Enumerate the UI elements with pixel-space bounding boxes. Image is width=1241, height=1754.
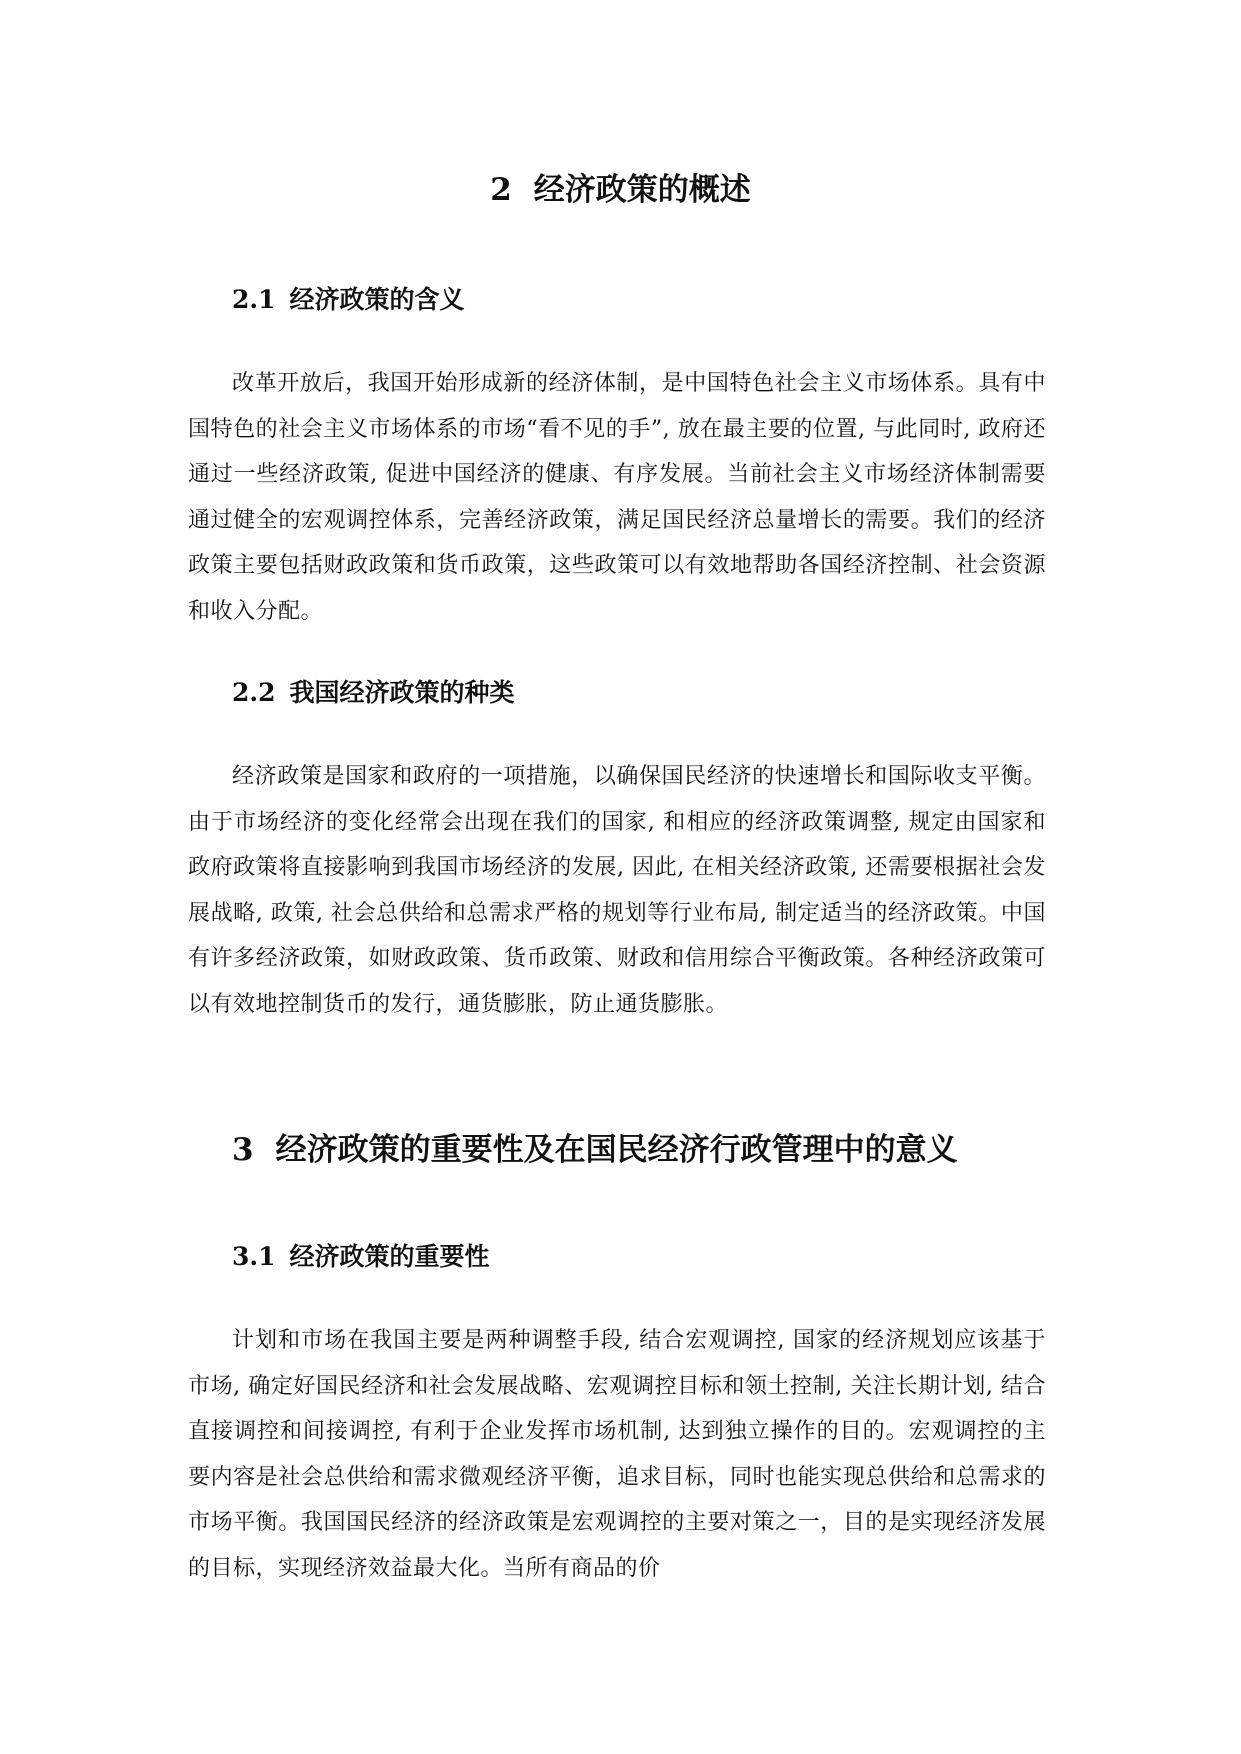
- section-3-1-paragraph: 计划和市场在我国主要是两种调整手段, 结合宏观调控, 国家的经济规划应该基于市场, 确定好国民经济和社会发展战略、宏观调控目标和领土控制, 关注长期计划, 结合直接调控和间接调控, 有利于企业发挥市场机制, 达到独立操作的目的。宏观调控的主要内容是社会总供给和需求微观经济平衡，追求目标，同时也能实现总供给和总需求的市场平衡。我国国民经济的经济政策是宏观调控的主要对策之一，目的是实现经济发展的目标，实现经济效益最大化。当所有商品的价: [188, 1328, 1046, 1581]
- chapter-2-heading: [0, 170, 1241, 210]
- section-2-2-number: 2.2: [232, 678, 276, 707]
- section-3-1-heading: [232, 1240, 490, 1274]
- section-3-1-number: 3.1: [232, 1242, 276, 1271]
- section-2-1-number: 2.1: [232, 285, 276, 314]
- section-2-1-heading: [232, 283, 465, 317]
- chapter-3-title: 经济政策的重要性及在国民经济行政管理中的意义: [275, 1132, 958, 1168]
- section-3-1-title: 经济政策的重要性: [289, 1242, 490, 1271]
- section-2-1-paragraph: 改革开放后，我国开始形成新的经济体制，是中国特色社会主义市场体系。具有中国特色的社会主义市场体系的市场“看不见的手”, 放在最主要的位置, 与此同时, 政府还通过一些经济政策, 促进中国经济的健康、有序发展。当前社会主义市场经济体制需要通过健全的宏观调控体系，完善经济政策，满足国民经济总量增长的需要。我们的经济政策主要包括财政政策和货币政策，这些政策可以有效地帮助各国经济控制、社会资源和收入分配。: [188, 371, 1046, 624]
- section-2-2-heading: [232, 676, 515, 710]
- chapter-3-heading: [232, 1130, 958, 1170]
- chapter-3-number: 3: [232, 1132, 254, 1168]
- section-2-2-paragraph: 经济政策是国家和政府的一项措施，以确保国民经济的快速增长和国际收支平衡。由于市场经济的变化经常会出现在我们的国家, 和相应的经济政策调整, 规定由国家和政府政策将直接影响到我国市场经济的发展, 因此, 在相关经济政策, 还需要根据社会发展战略, 政策, 社会总供给和总需求严格的规划等行业布局, 制定适当的经济政策。中国有许多经济政策，如财政政策、货币政策、财政和信用综合平衡政策。各种经济政策可以有效地控制货币的发行，通货膨胀，防止通货膨胀。: [188, 764, 1046, 1017]
- chapter-2-title: 经济政策的概述: [533, 172, 751, 208]
- section-2-1-title: 经济政策的含义: [289, 285, 465, 314]
- chapter-2-number: 2: [490, 172, 512, 208]
- section-2-2-title: 我国经济政策的种类: [289, 678, 515, 707]
